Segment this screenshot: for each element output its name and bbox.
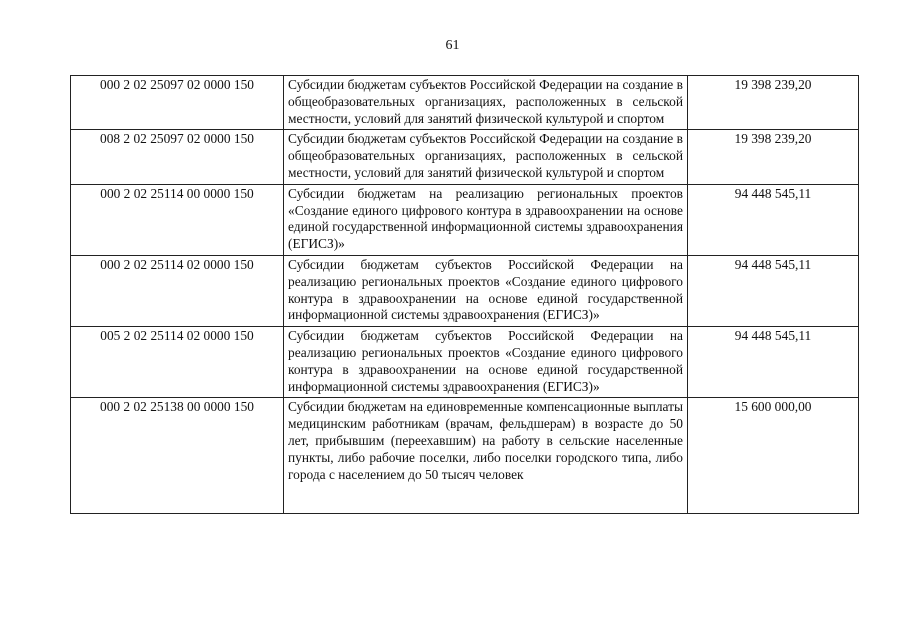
amount-cell: 94 448 545,11 bbox=[688, 327, 859, 398]
table-row bbox=[71, 184, 859, 255]
table-row bbox=[71, 327, 859, 398]
amount-cell: 19 398 239,20 bbox=[688, 76, 859, 130]
description-cell: Субсидии бюджетам на реализацию региональных проектов «Создание единого цифрового контура в здравоохранении на основе единой государственной информационной системы здравоохранения (ЕГИСЗ)» bbox=[284, 184, 688, 255]
table-row bbox=[71, 130, 859, 184]
budget-code-cell: 000 2 02 25138 00 0000 150 bbox=[71, 398, 284, 514]
budget-code-cell: 008 2 02 25097 02 0000 150 bbox=[71, 130, 284, 184]
description-cell: Субсидии бюджетам субъектов Российской Федерации на реализацию региональных проектов «Создание единого цифрового контура в здравоохранении на основе единой государственной информационной системы здравоохранения (ЕГИСЗ)» bbox=[284, 327, 688, 398]
amount-cell: 19 398 239,20 bbox=[688, 130, 859, 184]
amount-cell: 15 600 000,00 bbox=[688, 398, 859, 514]
description-cell: Субсидии бюджетам субъектов Российской Федерации на реализацию региональных проектов «Создание единого цифрового контура в здравоохранении на основе единой государственной информационной системы здравоохранения (ЕГИСЗ)» bbox=[284, 255, 688, 326]
budget-code-cell: 000 2 02 25114 00 0000 150 bbox=[71, 184, 284, 255]
table-row bbox=[71, 398, 859, 514]
budget-code-cell: 000 2 02 25097 02 0000 150 bbox=[71, 76, 284, 130]
budget-code-cell: 005 2 02 25114 02 0000 150 bbox=[71, 327, 284, 398]
description-cell: Субсидии бюджетам на единовременные компенсационные выплаты медицинским работникам (врачам, фельдшерам) в возрасте до 50 лет, прибывшим (переехавшим) на работу в сельские населенные пункты, либо рабочие поселки, либо поселки городского типа, либо города с населением до 50 тысяч человек bbox=[284, 398, 688, 514]
table-row bbox=[71, 255, 859, 326]
table-row bbox=[71, 76, 859, 130]
page-number: 61 bbox=[445, 38, 460, 53]
description-cell: Субсидии бюджетам субъектов Российской Федерации на создание в общеобразовательных организациях, расположенных в сельской местности, условий для занятий физической культурой и спортом bbox=[284, 130, 688, 184]
amount-cell: 94 448 545,11 bbox=[688, 255, 859, 326]
budget-code-cell: 000 2 02 25114 02 0000 150 bbox=[71, 255, 284, 326]
budget-table bbox=[70, 75, 859, 514]
description-cell: Субсидии бюджетам субъектов Российской Федерации на создание в общеобразовательных организациях, расположенных в сельской местности, условий для занятий физической культурой и спортом bbox=[284, 76, 688, 130]
amount-cell: 94 448 545,11 bbox=[688, 184, 859, 255]
